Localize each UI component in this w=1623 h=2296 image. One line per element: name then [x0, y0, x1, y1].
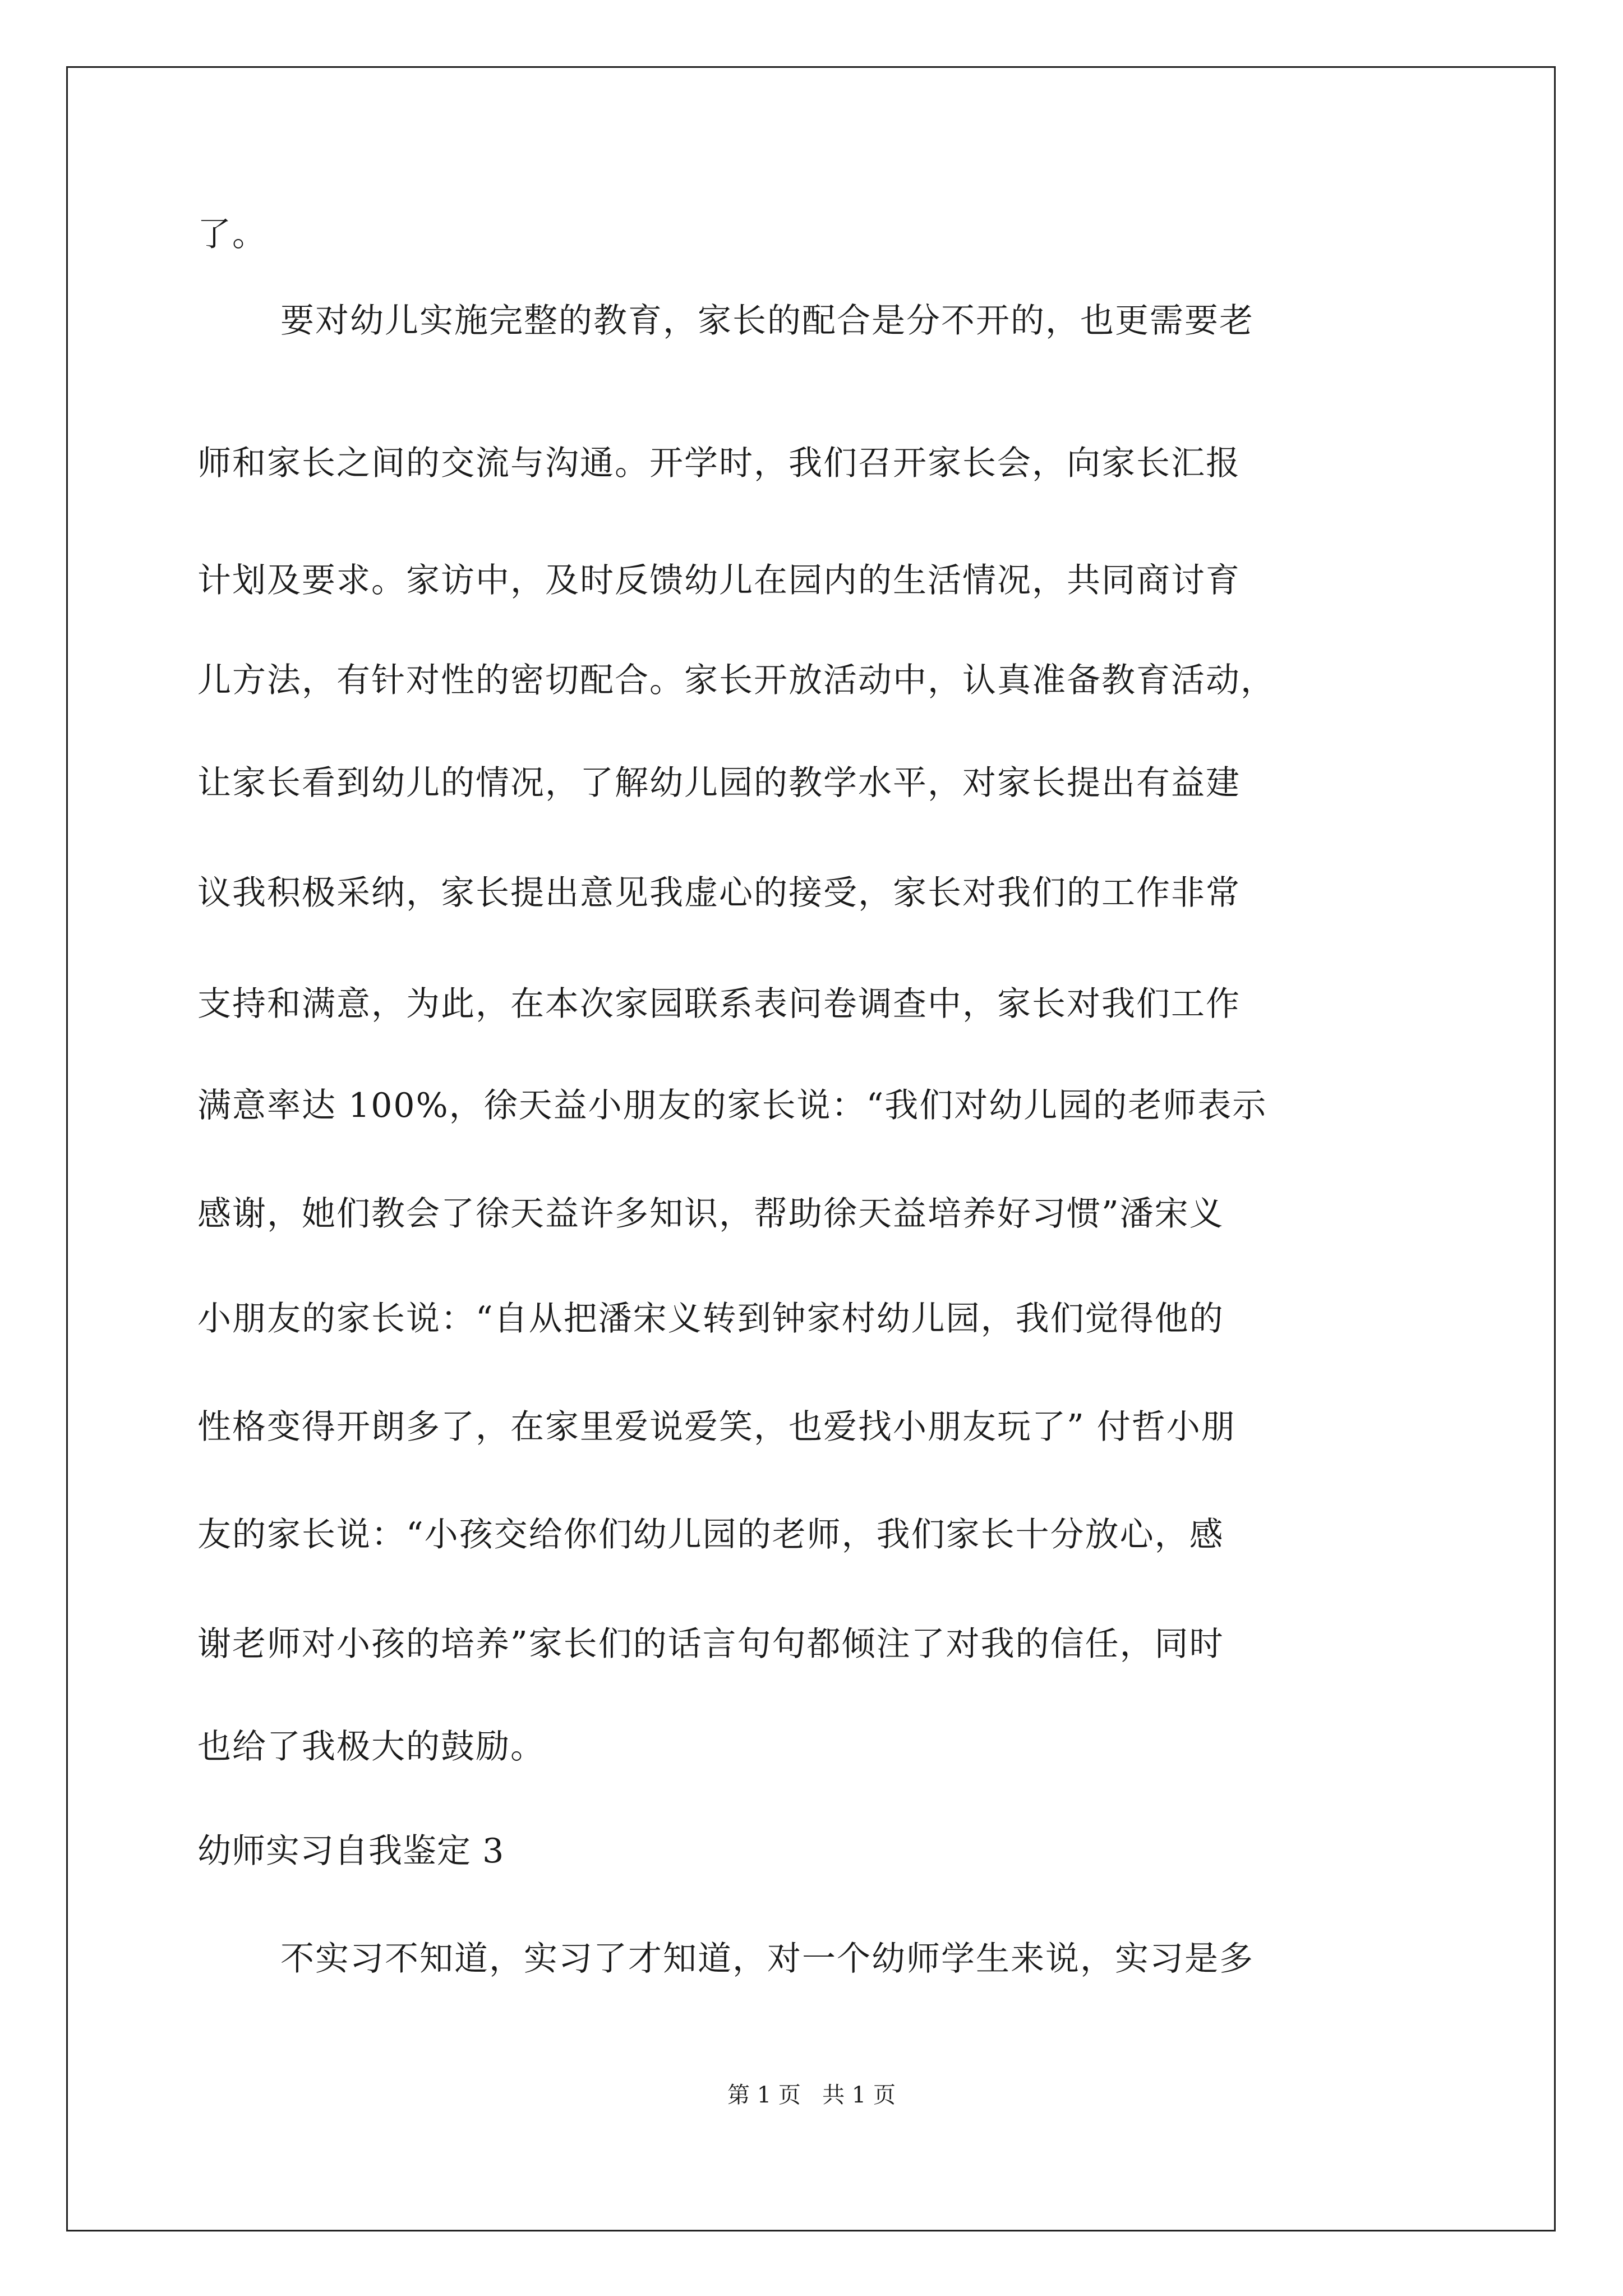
section-heading: 幼师实习自我鉴定 3: [197, 1832, 505, 1871]
paragraph-line: 小朋友的家长说：“自从把潘宋义转到钟家村幼儿园，我们觉得他的: [197, 1299, 1224, 1338]
paragraph-line: 谢老师对小孩的培养”家长们的话言句句都倾注了对我的信任，同时: [197, 1625, 1224, 1664]
page-border: [66, 66, 1556, 2231]
paragraph-line: 满意率达 100%，徐天益小朋友的家长说：“我们对幼儿园的老师表示: [197, 1086, 1267, 1125]
paragraph-line: 师和家长之间的交流与沟通。开学时，我们召开家长会，向家长汇报: [197, 444, 1241, 483]
paragraph-line: 也给了我极大的鼓励。: [197, 1727, 545, 1766]
paragraph-line: 性格变得开朗多了，在家里爱说爱笑，也爱找小朋友玩了” 付哲小朋: [197, 1407, 1236, 1447]
paragraph-line: 支持和满意，为此，在本次家园联系表问卷调查中，家长对我们工作: [197, 984, 1241, 1024]
paragraph-line: 不实习不知道，实习了才知道，对一个幼师学生来说，实习是多: [280, 1939, 1254, 1978]
paragraph-line: 要对幼儿实施完整的教育，家长的配合是分不开的，也更需要老: [280, 301, 1254, 341]
page-footer: 第 1 页 共 1 页: [727, 2082, 896, 2108]
paragraph-line: 友的家长说：“小孩交给你们幼儿园的老师，我们家长十分放心，感: [197, 1515, 1224, 1554]
paragraph-line: 了。: [197, 215, 267, 254]
paragraph-line: 让家长看到幼儿的情况，了解幼儿园的教学水平，对家长提出有益建: [197, 763, 1241, 803]
paragraph-line: 议我积极采纳，家长提出意见我虚心的接受，家长对我们的工作非常: [197, 873, 1241, 913]
paragraph-line: 感谢，她们教会了徐天益许多知识，帮助徐天益培养好习惯”潘宋义: [197, 1194, 1224, 1234]
paragraph-line: 儿方法，有针对性的密切配合。家长开放活动中，认真准备教育活动，: [197, 661, 1275, 700]
paragraph-line: 计划及要求。家访中，及时反馈幼儿在园内的生活情况，共同商讨育: [197, 561, 1241, 600]
